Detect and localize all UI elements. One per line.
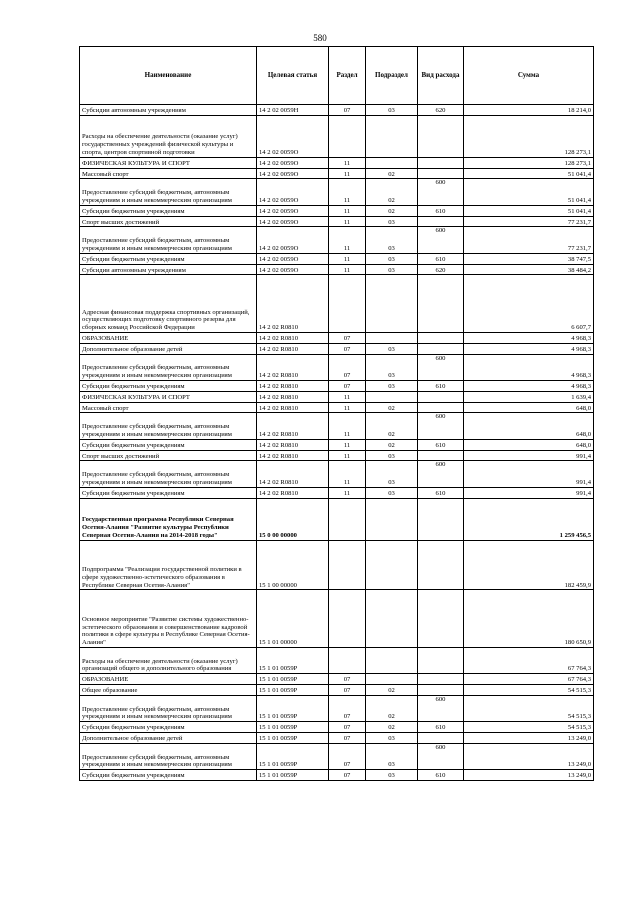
- row-target: 15 1 01 0059Р: [257, 743, 329, 769]
- row-subsection: 02: [366, 179, 418, 205]
- row-name: Адресная финансовая поддержка спортивных организаций, осуществляющих подготовку спортивного резерва для сборных команд Российской Федерации: [80, 275, 257, 333]
- row-section: 11: [329, 450, 366, 461]
- row-target: 14 2 02 0059О: [257, 168, 329, 179]
- row-target: 14 2 02 R0810: [257, 275, 329, 333]
- row-sum: 51 041,4: [464, 205, 594, 216]
- table-row: [80, 498, 594, 540]
- row-target: 15 1 01 0059Р: [257, 733, 329, 744]
- row-subsection: 03: [366, 216, 418, 227]
- row-section: [329, 540, 366, 590]
- row-sum: 67 764,3: [464, 647, 594, 673]
- row-subsection: [366, 332, 418, 343]
- table-row: [80, 540, 594, 590]
- row-expense-type: [418, 450, 464, 461]
- row-subsection: [366, 157, 418, 168]
- row-subsection: 02: [366, 413, 418, 439]
- row-section: 07: [329, 674, 366, 685]
- table-row: [80, 264, 594, 275]
- row-sum: 4 968,3: [464, 343, 594, 354]
- row-sum: 54 515,3: [464, 695, 594, 721]
- row-name: Субсидии бюджетным учреждениям: [80, 253, 257, 264]
- table-row: [80, 770, 594, 781]
- row-sum: 4 968,3: [464, 332, 594, 343]
- row-sum: 38 484,2: [464, 264, 594, 275]
- header-expense-type: Вид расхода: [418, 47, 464, 105]
- row-section: 11: [329, 402, 366, 413]
- row-section: 11: [329, 157, 366, 168]
- row-target: 14 2 02 R0810: [257, 450, 329, 461]
- row-name: Предоставление субсидий бюджетным, автономным учреждениям и иным некоммерческим организациям: [80, 743, 257, 769]
- table-row: [80, 461, 594, 487]
- row-subsection: [366, 391, 418, 402]
- row-expense-type: 610: [418, 253, 464, 264]
- row-target: 14 2 02 R0810: [257, 439, 329, 450]
- row-target: 15 1 01 0059Р: [257, 722, 329, 733]
- row-name: ФИЗИЧЕСКАЯ КУЛЬТУРА И СПОРТ: [80, 391, 257, 402]
- row-section: [329, 115, 366, 157]
- row-subsection: 02: [366, 685, 418, 696]
- row-expense-type: [418, 540, 464, 590]
- row-section: 11: [329, 179, 366, 205]
- row-expense-type: 600: [418, 354, 464, 380]
- table-row: [80, 380, 594, 391]
- row-expense-type: [418, 391, 464, 402]
- row-subsection: 02: [366, 402, 418, 413]
- row-sum: 4 968,3: [464, 354, 594, 380]
- row-subsection: 03: [366, 227, 418, 253]
- table-row: [80, 332, 594, 343]
- table-row: [80, 590, 594, 648]
- row-name: Спорт высших достижений: [80, 450, 257, 461]
- row-section: 11: [329, 413, 366, 439]
- row-expense-type: 600: [418, 227, 464, 253]
- row-name: Предоставление субсидий бюджетным, автономным учреждениям и иным некоммерческим организациям: [80, 413, 257, 439]
- row-subsection: [366, 540, 418, 590]
- row-expense-type: [418, 402, 464, 413]
- row-expense-type: 620: [418, 264, 464, 275]
- row-section: [329, 590, 366, 648]
- row-sum: 18 214,0: [464, 105, 594, 116]
- row-section: 11: [329, 253, 366, 264]
- row-target: 14 2 02 R0810: [257, 413, 329, 439]
- row-expense-type: 610: [418, 205, 464, 216]
- row-subsection: [366, 498, 418, 540]
- row-name: Субсидии бюджетным учреждениям: [80, 722, 257, 733]
- row-subsection: 03: [366, 733, 418, 744]
- table-row: [80, 105, 594, 116]
- row-expense-type: [418, 498, 464, 540]
- row-sum: 991,4: [464, 450, 594, 461]
- row-expense-type: [418, 115, 464, 157]
- row-name: Спорт высших достижений: [80, 216, 257, 227]
- row-target: 14 2 02 0059О: [257, 115, 329, 157]
- table-row: [80, 275, 594, 333]
- row-section: 07: [329, 770, 366, 781]
- row-target: 14 2 02 R0810: [257, 332, 329, 343]
- row-target: 14 2 02 0059Н: [257, 105, 329, 116]
- table-row: [80, 695, 594, 721]
- row-name: Предоставление субсидий бюджетным, автономным учреждениям и иным некоммерческим организациям: [80, 227, 257, 253]
- row-name: ФИЗИЧЕСКАЯ КУЛЬТУРА И СПОРТ: [80, 157, 257, 168]
- table-row: [80, 674, 594, 685]
- table-row: [80, 439, 594, 450]
- row-expense-type: [418, 674, 464, 685]
- row-section: 07: [329, 354, 366, 380]
- row-subsection: 02: [366, 695, 418, 721]
- row-name: Субсидии бюджетным учреждениям: [80, 439, 257, 450]
- row-sum: 1 259 456,5: [464, 498, 594, 540]
- table-body: [80, 105, 594, 781]
- row-target: 14 2 02 R0810: [257, 461, 329, 487]
- row-name: Субсидии бюджетным учреждениям: [80, 205, 257, 216]
- budget-table: [79, 46, 594, 781]
- row-name: Основное мероприятие "Развитие системы художественно-эстетического образования и совершенствование кадровой политики в сфере культуры в Республике Северная Осетия-Алания": [80, 590, 257, 648]
- table-row: [80, 343, 594, 354]
- row-sum: 128 273,1: [464, 115, 594, 157]
- table-row: [80, 647, 594, 673]
- row-expense-type: 610: [418, 770, 464, 781]
- row-name: Дополнительное образование детей: [80, 343, 257, 354]
- table-row: [80, 157, 594, 168]
- table-row: [80, 450, 594, 461]
- table-row: [80, 391, 594, 402]
- row-expense-type: 600: [418, 461, 464, 487]
- row-name: Предоставление субсидий бюджетным, автономным учреждениям и иным некоммерческим организациям: [80, 461, 257, 487]
- row-target: 15 1 00 00000: [257, 540, 329, 590]
- table-header-row: [80, 47, 594, 105]
- row-subsection: 03: [366, 461, 418, 487]
- row-subsection: [366, 674, 418, 685]
- row-target: 15 1 01 0059Р: [257, 695, 329, 721]
- row-section: [329, 647, 366, 673]
- row-target: 15 1 01 0059Р: [257, 647, 329, 673]
- row-expense-type: 600: [418, 413, 464, 439]
- row-name: Расходы на обеспечение деятельности (оказание услуг) государственных учреждений физической культуры и спорта, центров спортивной подготовки: [80, 115, 257, 157]
- row-expense-type: [418, 343, 464, 354]
- row-expense-type: [418, 168, 464, 179]
- header-target: Целевая статья: [257, 47, 329, 105]
- row-section: 07: [329, 380, 366, 391]
- page-number: 580: [313, 33, 327, 43]
- row-section: 07: [329, 105, 366, 116]
- row-target: 14 2 02 R0810: [257, 487, 329, 498]
- row-name: Предоставление субсидий бюджетным, автономным учреждениям и иным некоммерческим организациям: [80, 179, 257, 205]
- row-section: [329, 275, 366, 333]
- row-expense-type: 610: [418, 722, 464, 733]
- row-section: 07: [329, 332, 366, 343]
- row-sum: 38 747,5: [464, 253, 594, 264]
- row-target: 14 2 02 R0810: [257, 391, 329, 402]
- row-name: Дополнительное образование детей: [80, 733, 257, 744]
- row-subsection: 03: [366, 380, 418, 391]
- row-sum: 77 231,7: [464, 216, 594, 227]
- row-target: 14 2 02 R0810: [257, 380, 329, 391]
- row-sum: 648,0: [464, 402, 594, 413]
- row-section: 11: [329, 264, 366, 275]
- table-row: [80, 227, 594, 253]
- row-name: Массовый спорт: [80, 168, 257, 179]
- row-section: 07: [329, 722, 366, 733]
- table-row: [80, 253, 594, 264]
- row-sum: 13 249,0: [464, 733, 594, 744]
- row-subsection: [366, 590, 418, 648]
- row-name: Подпрограмма "Реализация государственной политики в сфере художественно-эстетического образования в Республике Северная Осетия-Алания": [80, 540, 257, 590]
- row-subsection: [366, 275, 418, 333]
- row-subsection: 03: [366, 264, 418, 275]
- row-section: 11: [329, 227, 366, 253]
- row-subsection: 03: [366, 770, 418, 781]
- table-row: [80, 179, 594, 205]
- row-expense-type: 600: [418, 695, 464, 721]
- row-expense-type: 610: [418, 439, 464, 450]
- row-section: 11: [329, 205, 366, 216]
- table-row: [80, 722, 594, 733]
- row-sum: 77 231,7: [464, 227, 594, 253]
- table-row: [80, 743, 594, 769]
- row-expense-type: 610: [418, 380, 464, 391]
- row-target: 14 2 02 0059О: [257, 205, 329, 216]
- row-sum: 13 249,0: [464, 743, 594, 769]
- row-expense-type: 610: [418, 487, 464, 498]
- row-target: 14 2 02 0059О: [257, 264, 329, 275]
- row-section: 11: [329, 439, 366, 450]
- table-row: [80, 216, 594, 227]
- row-expense-type: [418, 733, 464, 744]
- row-name: Общее образование: [80, 685, 257, 696]
- row-subsection: 03: [366, 343, 418, 354]
- row-sum: 648,0: [464, 439, 594, 450]
- table-row: [80, 733, 594, 744]
- table-row: [80, 115, 594, 157]
- row-section: 11: [329, 216, 366, 227]
- row-sum: 54 515,3: [464, 722, 594, 733]
- row-expense-type: [418, 647, 464, 673]
- row-sum: 6 607,7: [464, 275, 594, 333]
- row-expense-type: [418, 590, 464, 648]
- table-row: [80, 354, 594, 380]
- row-name: Субсидии бюджетным учреждениям: [80, 487, 257, 498]
- row-section: 11: [329, 168, 366, 179]
- row-subsection: 03: [366, 354, 418, 380]
- row-sum: 182 459,9: [464, 540, 594, 590]
- row-target: 14 2 02 R0810: [257, 354, 329, 380]
- row-name: Массовый спорт: [80, 402, 257, 413]
- row-subsection: 03: [366, 253, 418, 264]
- row-section: 11: [329, 461, 366, 487]
- row-section: 11: [329, 487, 366, 498]
- row-expense-type: 600: [418, 179, 464, 205]
- row-subsection: 02: [366, 205, 418, 216]
- row-target: 15 1 01 00000: [257, 590, 329, 648]
- row-name: Государственная программа Республики Северная Осетия-Алания "Развитие культуры Республики Северная Осетия-Алания на 2014-2018 годы": [80, 498, 257, 540]
- row-expense-type: [418, 685, 464, 696]
- row-sum: 648,0: [464, 413, 594, 439]
- row-name: Субсидии автономным учреждениям: [80, 264, 257, 275]
- row-sum: 51 041,4: [464, 179, 594, 205]
- row-target: 15 1 01 0059Р: [257, 674, 329, 685]
- row-subsection: 02: [366, 168, 418, 179]
- row-subsection: 02: [366, 722, 418, 733]
- row-target: 15 0 00 00000: [257, 498, 329, 540]
- row-expense-type: [418, 332, 464, 343]
- row-section: 07: [329, 695, 366, 721]
- row-section: [329, 498, 366, 540]
- row-sum: 1 639,4: [464, 391, 594, 402]
- row-expense-type: [418, 216, 464, 227]
- row-target: 14 2 02 0059О: [257, 179, 329, 205]
- row-section: 07: [329, 343, 366, 354]
- row-section: 07: [329, 685, 366, 696]
- row-sum: 128 273,1: [464, 157, 594, 168]
- row-subsection: 03: [366, 743, 418, 769]
- row-target: 14 2 02 R0810: [257, 402, 329, 413]
- row-subsection: [366, 115, 418, 157]
- row-sum: 54 515,3: [464, 685, 594, 696]
- row-name: Субсидии бюджетным учреждениям: [80, 770, 257, 781]
- row-target: 15 1 01 0059Р: [257, 685, 329, 696]
- row-target: 14 2 02 0059О: [257, 253, 329, 264]
- header-sum: Сумма: [464, 47, 594, 105]
- table-row: [80, 402, 594, 413]
- table-row: [80, 413, 594, 439]
- row-sum: 991,4: [464, 461, 594, 487]
- row-name: Предоставление субсидий бюджетным, автономным учреждениям и иным некоммерческим организациям: [80, 695, 257, 721]
- row-target: 14 2 02 R0810: [257, 343, 329, 354]
- row-sum: 13 249,0: [464, 770, 594, 781]
- row-target: 14 2 02 0059О: [257, 216, 329, 227]
- row-target: 14 2 02 0059О: [257, 157, 329, 168]
- row-expense-type: [418, 275, 464, 333]
- table-row: [80, 487, 594, 498]
- row-expense-type: [418, 157, 464, 168]
- row-subsection: 03: [366, 487, 418, 498]
- row-expense-type: 620: [418, 105, 464, 116]
- row-target: 14 2 02 0059О: [257, 227, 329, 253]
- row-name: Субсидии автономным учреждениям: [80, 105, 257, 116]
- header-subsection: Подраздел: [366, 47, 418, 105]
- row-name: Расходы на обеспечение деятельности (оказание услуг) организаций общего и дополнительного образования: [80, 647, 257, 673]
- row-sum: 180 650,9: [464, 590, 594, 648]
- row-subsection: 02: [366, 439, 418, 450]
- table-row: [80, 685, 594, 696]
- row-name: ОБРАЗОВАНИЕ: [80, 674, 257, 685]
- row-name: Предоставление субсидий бюджетным, автономным учреждениям и иным некоммерческим организациям: [80, 354, 257, 380]
- row-sum: 67 764,3: [464, 674, 594, 685]
- row-name: Субсидии бюджетным учреждениям: [80, 380, 257, 391]
- row-sum: 51 041,4: [464, 168, 594, 179]
- row-expense-type: 600: [418, 743, 464, 769]
- row-subsection: 03: [366, 450, 418, 461]
- row-section: 07: [329, 743, 366, 769]
- row-name: ОБРАЗОВАНИЕ: [80, 332, 257, 343]
- header-section: Раздел: [329, 47, 366, 105]
- row-section: 07: [329, 733, 366, 744]
- table-row: [80, 205, 594, 216]
- header-name: Наименование: [80, 47, 257, 105]
- table-row: [80, 168, 594, 179]
- row-subsection: 03: [366, 105, 418, 116]
- row-sum: 4 968,3: [464, 380, 594, 391]
- row-subsection: [366, 647, 418, 673]
- row-section: 11: [329, 391, 366, 402]
- row-target: 15 1 01 0059Р: [257, 770, 329, 781]
- row-sum: 991,4: [464, 487, 594, 498]
